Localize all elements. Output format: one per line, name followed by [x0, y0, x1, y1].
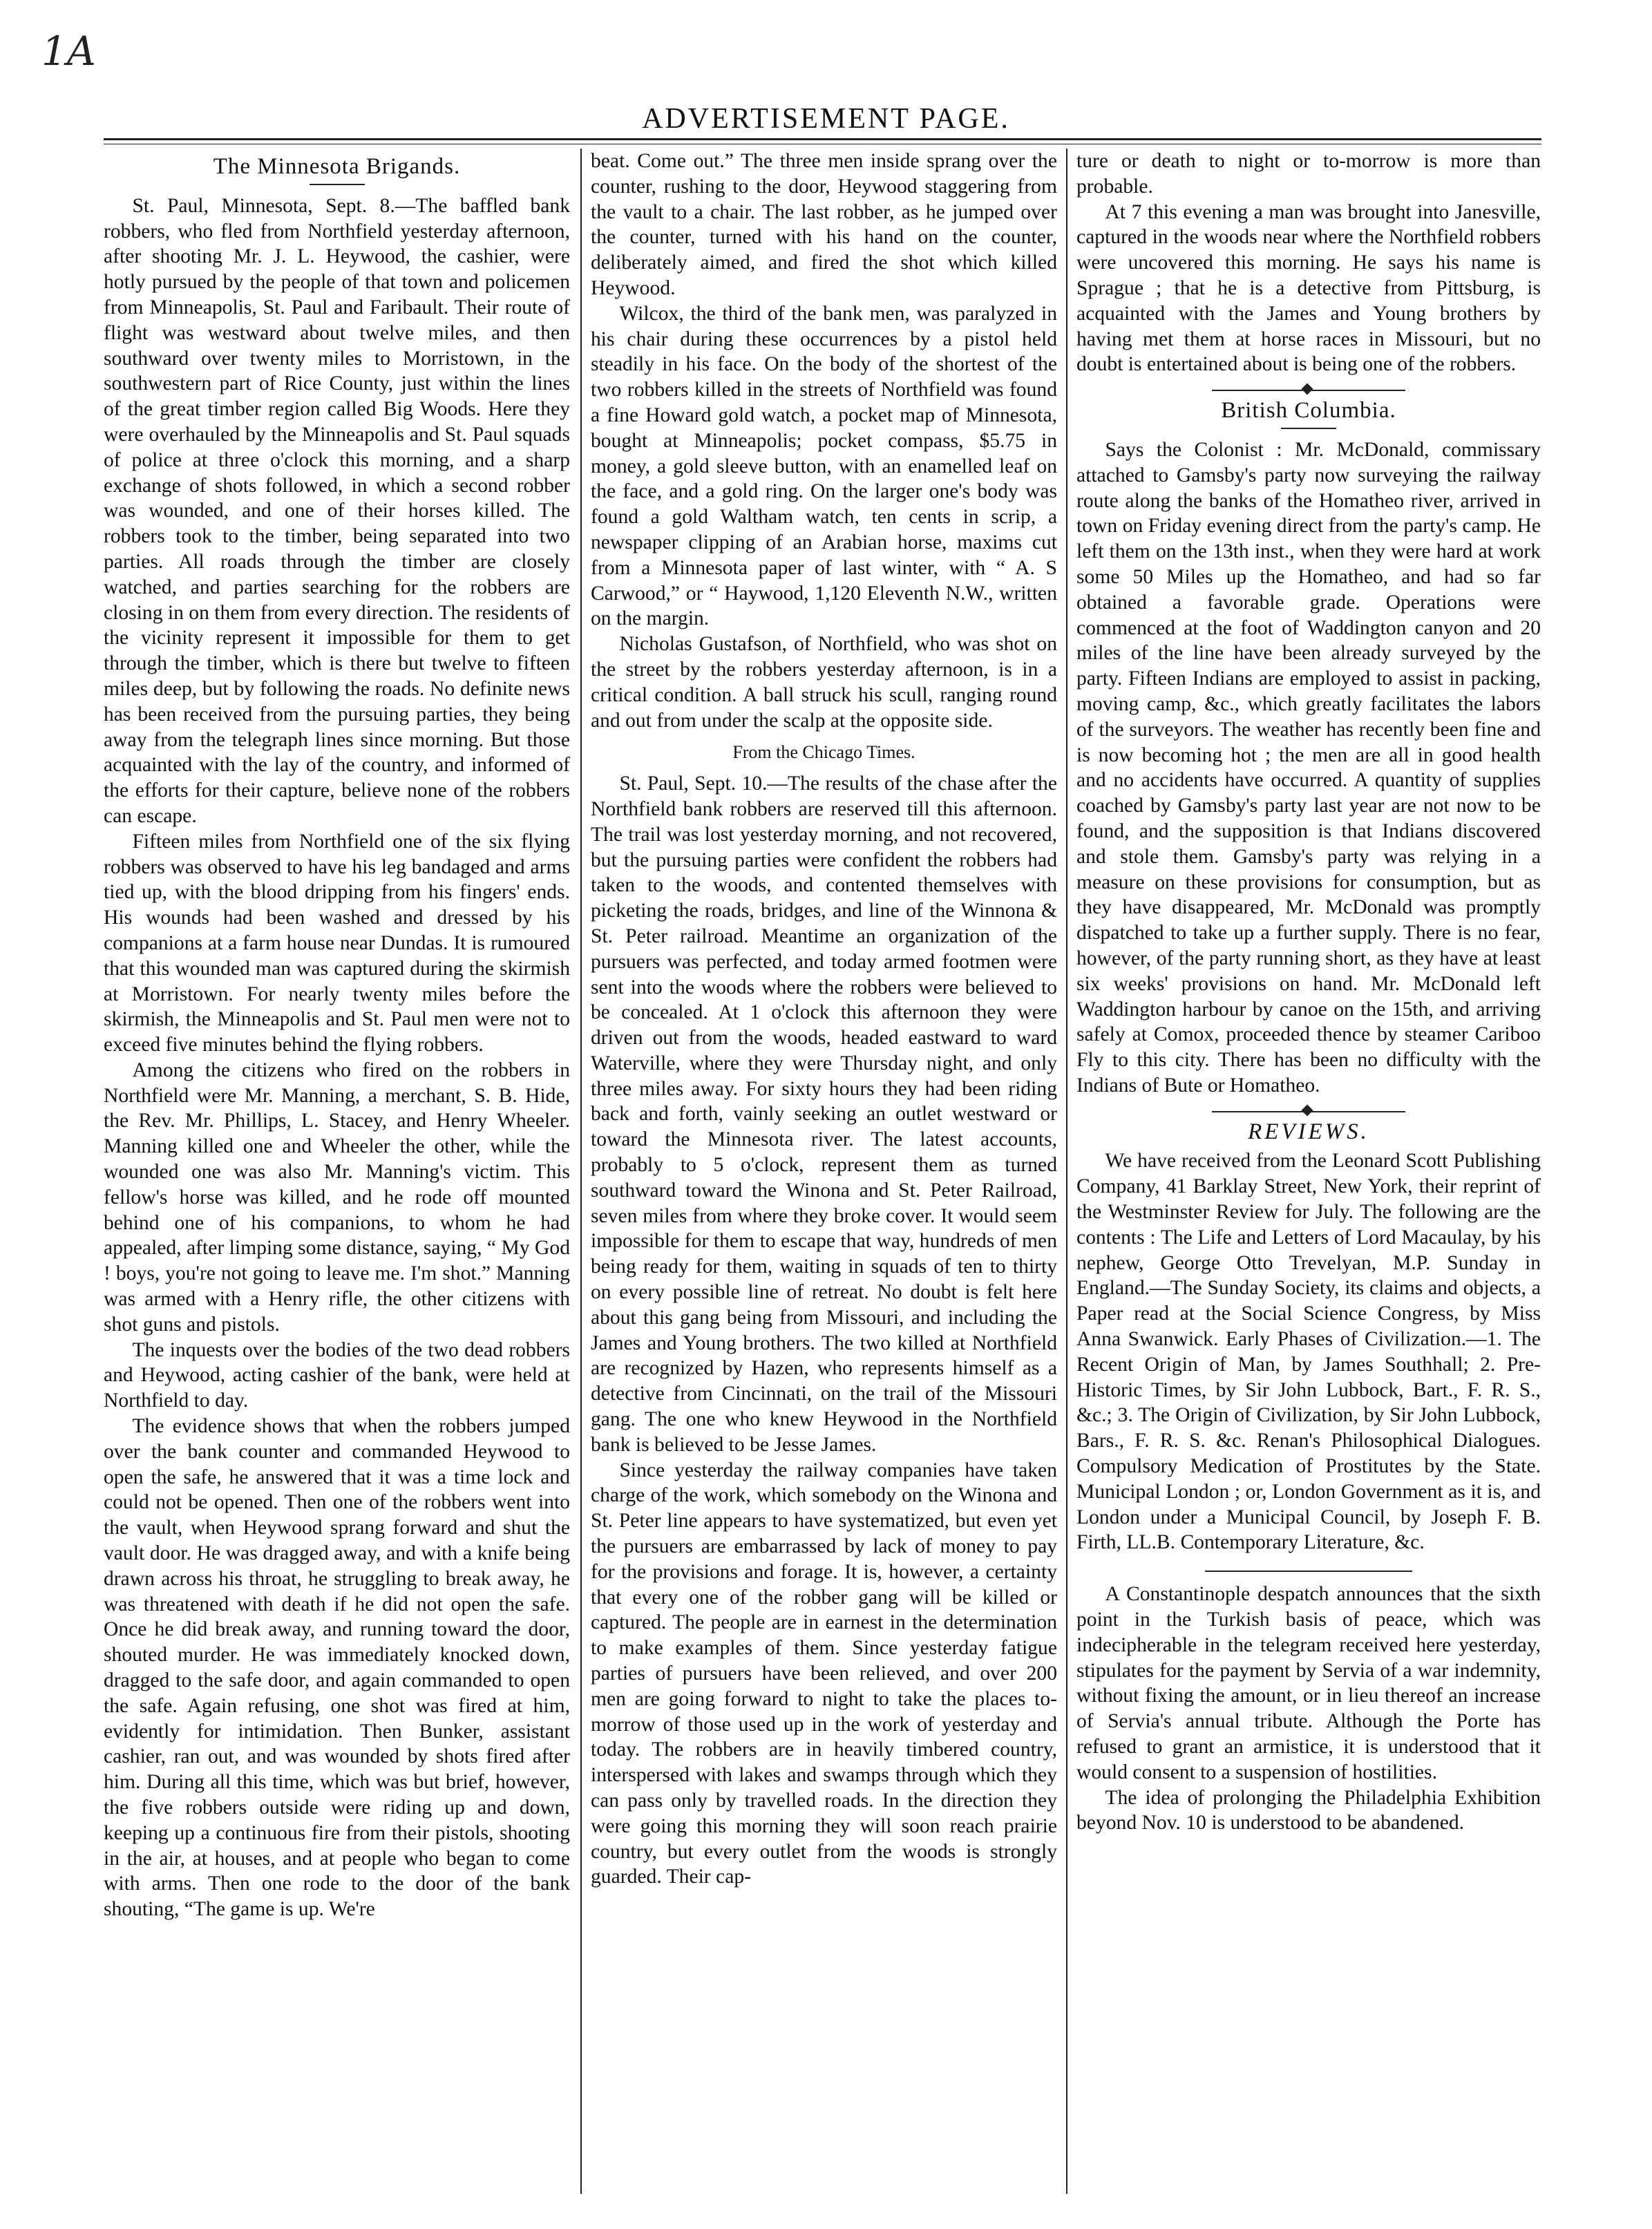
- page-header: ADVERTISEMENT PAGE.: [642, 103, 1010, 135]
- title-rule: [310, 184, 365, 185]
- article-title-minnesota-brigands: The Minnesota Brigands.: [213, 154, 461, 179]
- column-3: [1076, 149, 1541, 2194]
- article-paragraph: The evidence shows that when the robbers jumped over the bank counter and commanded Heywood to open the safe, he answered that it was a time lock and could not be opened. Then one of the robbers went into the vault, when Heywood sprang forward and shut the vault door. He was dragged away, and with a knife being drawn across his throat, he struggling to break away, he was threatened with death if he did not open the safe. Once he did break away, and running toward the door, shouted murder. He was immediately knocked down, dragged to the safe door, and again commanded to open the safe. Again refusing, one shot was fired at him, evidently for intimidation. Then Bunker, assistant cashier, ran out, and was wounded by shots fired after him. During all this time, which was but brief, however, the five robbers outside were riding up and down, keeping up a continuous fire from their pistols, shooting in the air, at houses, and at people who began to come with arms. Then one rode to the door of the bank shouting, “The game is up. We're: [104, 1415, 570, 1921]
- article-paragraph: Fifteen miles from Northfield one of the six flying robbers was observed to have his leg bandaged and arms tied up, with the blood dripping from his fingers' ends. His wounds had been washed and dressed by his companions at a farm house near Dundas. It is rumoured that this wounded man was captured during the skirmish at Morristown. For nearly twenty miles before the skirmish, the Minneapolis and St. Paul men were not to exceed five minutes behind the flying robbers.: [104, 830, 570, 1056]
- columns: [104, 149, 1541, 2194]
- article-paragraph: Wilcox, the third of the bank men, was paralyzed in his chair during these occurrences by a pistol held steadily in his face. On the body of the shortest of the two robbers killed in the streets of Northfield was found a fine Howard gold watch, a pocket map of Minnesota, bought at Minneapolis; pocket compass, $5.75 in money, a gold sleeve button, with an enamelled leaf on the face, and a gold ring. On the larger one's body was found a gold Waltham watch, ten cents in scrip, a newspaper clipping of an Arabian horse, maxims cut from a Minnesota paper of last winter, with “ A. S Carwood,” or “ Haywood, 1,120 Eleventh N.W., written on the margin.: [591, 302, 1057, 630]
- column-2: [591, 149, 1057, 2194]
- section-title-reviews: REVIEWS.: [1248, 1119, 1369, 1144]
- header-rule: [104, 138, 1541, 144]
- article-paragraph: St. Paul, Sept. 10.—The results of the chase after the Northfield bank robbers are reserved till this afternoon. The trail was lost yesterday morning, and not recovered, but the pursuing parties were confident the robbers had taken to the woods, and contented themselves with picketing the roads, bridges, and line of the Winnona & St. Peter railroad. Meantime an organization of the pursuers was perfected, and today armed footmen were sent into the woods where the robbers were believed to be concealed. At 1 o'clock this afternoon they were driven out from the woods, headed eastward to ward Waterville, where they were Thursday night, and only three miles away. For sixty hours they had been riding back and forth, vainly seeking an outlet westward or toward the Minnesota river. The latest accounts, probably to 5 o'clock, represent them as turned southward toward the Winona and St. Peter Railroad, seven miles from where they broke cover. It would seem impossible for them to escape that way, hundreds of men being ready for them, waiting in squads of ten to thirty on every possible line of retreat. No doubt is felt here about this gang being from Missouri, and including the James and Young brothers. The two killed at Northfield are recognized by Hazen, who represents himself as a detective from Cincinnati, on the trail of the Missouri gang. The one who knew Heywood in the Northfield bank is believed to be Jesse James.: [591, 772, 1057, 1456]
- article-paragraph: A Constantinople despatch announces that the sixth point in the Turkish basis of peace, which was indecipherable in the telegram received here yesterday, stipulates for the payment by Servia of a war indemnity, without fixing the amount, or in lieu thereof an increase of Servia's annual tribute. Although the Porte has refused to grant an armistice, it is understood that it would consent to a suspension of hostilities.: [1076, 1583, 1541, 1783]
- article-paragraph: beat. Come out.” The three men inside sprang over the counter, rushing to the door, Heywood staggering from the vault to a chair. The last robber, as he jumped over the counter, turned with his hand on the counter, deliberately aimed, and fired the shot which killed Heywood.: [591, 150, 1057, 299]
- article-paragraph: The idea of prolonging the Philadelphia Exhibition beyond Nov. 10 is understood to be abandened.: [1076, 1786, 1541, 1834]
- column-1: [104, 149, 570, 2194]
- column-divider: [1066, 149, 1067, 2194]
- article-paragraph: ture or death to night or to-morrow is more than probable.: [1076, 150, 1541, 198]
- article-paragraph: Nicholas Gustafson, of Northfield, who was shot on the street by the robbers yesterday afternoon, is in a critical condition. A ball struck his scull, ranging round and out from under the scalp at the opposite side.: [591, 633, 1057, 732]
- section-separator: [1205, 1571, 1412, 1572]
- title-rule: [1281, 428, 1336, 429]
- article-paragraph: We have received from the Leonard Scott Publishing Company, 41 Barklay Street, New York, their reprint of the Westminster Review for July. The following are the contents : The Life and Letters of Lord Macaulay, by his nephew, George Otto Trevelyan, M.P. Sunday in England.—The Sunday Society, its claims and objects, a Paper read at the Social Science Congress, by Miss Anna Swanwick. Early Phases of Civilization.—1. The Recent Origin of Man, by James Southhall; 2. Pre-Historic Times, by Sir John Lubbock, Bart., F. R. S., &c.; 3. The Origin of Civilization, by Sir John Lubbock, Bars., F. R. S. &c. Renan's Philosophical Dialogues. Compulsory Medication of Prostitutes by the State. Municipal London ; or, London Government as it is, and London under a Municipal Council, by Joseph F. B. Firth, LL.B. Contemporary Literature, &c.: [1076, 1150, 1541, 1554]
- article-paragraph: Since yesterday the railway companies have taken charge of the work, which somebody on the Winona and St. Peter line appears to have systematized, but even yet the pursuers are embarrassed by lack of money to pay for the provisions and forage. It is, however, a certainty that every one of the robber gang will be killed or captured. The people are in earnest in the determination to make examples of them. Since yesterday fatigue parties of pursuers have been relieved, and over 200 men are going forward to night to take the places to-morrow of those used up in the work of yesterday and today. The robbers are in heavily timbered country, interspersed with lakes and swamps through which they can pass only by travelled roads. In the direction they were going this morning they will soon reach prairie country, but every outlet from the woods is strongly guarded. Their cap-: [591, 1459, 1057, 1888]
- article-paragraph: The inquests over the bodies of the two dead robbers and Heywood, acting cashier of the bank, were held at Northfield to day.: [104, 1338, 570, 1412]
- section-separator: [1212, 1111, 1405, 1112]
- source-dateline: From the Chicago Times.: [732, 742, 915, 763]
- article-title-british-columbia: British Columbia.: [1221, 398, 1396, 424]
- article-paragraph: At 7 this evening a man was brought into Janesville, captured in the woods near where the Northfield robbers were uncovered this morning. He says his name is Sprague ; that he is a detective from Pittsburg, is acquainted with the James and Young brothers by having met them at horse races in Missouri, but no doubt is entertained about is being one of the robbers.: [1076, 200, 1541, 376]
- column-divider: [580, 149, 582, 2194]
- section-separator: [1212, 390, 1405, 391]
- article-paragraph: Among the citizens who fired on the robbers in Northfield were Mr. Manning, a merchant, S. B. Hide, the Rev. Mr. Phillips, L. Stacey, and Henry Wheeler. Manning killed one and Wheeler the other, while the wounded one was also Mr. Manning's victim. This fellow's horse was killed, and he rode off mounted behind one of his companions, to whom he had appealed, after limping some distance, saying, “ My God ! boys, you're not going to leave me. I'm shot.” Manning was armed with a Henry rifle, the other citizens with shot guns and pistols.: [104, 1059, 570, 1336]
- article-paragraph: Says the Colonist : Mr. McDonald, commissary attached to Gamsby's party now surveying the railway route along the banks of the Homatheo river, arrived in town on Friday evening direct from the party's camp. He left them on the 13th inst., when they were hard at work some 50 Miles up the Homatheo, and had so far obtained a favorable grade. Operations were commenced at the foot of Waddington canyon and 20 miles of the line have been already surveyed by the party. Fifteen Indians are employed to assist in packing, moving camp, &c., which greatly facilitates the labors of the surveyors. The weather has recently been fine and is now becoming hot ; the men are all in good health and no accidents have occurred. A quantity of supplies coached by Gamsby's party last year are not now to be found, and the supposition is that Indians discovered and stole them. Gamsby's party was relying in a measure on these provisions for consumption, but as they have disappeared, Mr. McDonald was promptly dispatched to take up a further supply. There is no fear, however, of the party running short, as they have at least six weeks' provisions on hand. Mr. McDonald left Waddington harbour by canoe on the 15th, and arriving safely at Comox, proceeded thence by steamer Cariboo Fly to this city. There has been no difficulty with the Indians of Bute or Homatheo.: [1076, 438, 1541, 1097]
- article-paragraph: St. Paul, Minnesota, Sept. 8.—The baffled bank robbers, who fled from Northfield yesterday afternoon, after shooting Mr. J. L. Heywood, the cashier, were hotly pursued by the people of that town and policemen from Minneapolis, St. Paul and Faribault. Their route of flight was westward about twelve miles, and then southward over twenty miles to Morristown, in the southwestern part of Rice County, just within the lines of the great timber region called Big Woods. Here they were overhauled by the Minneapolis and St. Paul squads of police at three o'clock this morning, and a sharp exchange of shots followed, in which a second robber was wounded, and one of their horses killed. The robbers took to the timber, being separated into two parties. All roads through the timber are closely watched, and parties searching for the robbers are closing in on them from every direction. The residents of the vicinity represent it impossible for them to get through the timber, which is there but twelve to fifteen miles deep, but by following the roads. No definite news has been received from the pursuing parties, they being away from the telegraph lines since morning. But those acquainted with the lay of the country, and informed of the efforts for their capture, believe none of the robbers can escape.: [104, 194, 570, 827]
- corner-mark: 1A: [41, 28, 96, 75]
